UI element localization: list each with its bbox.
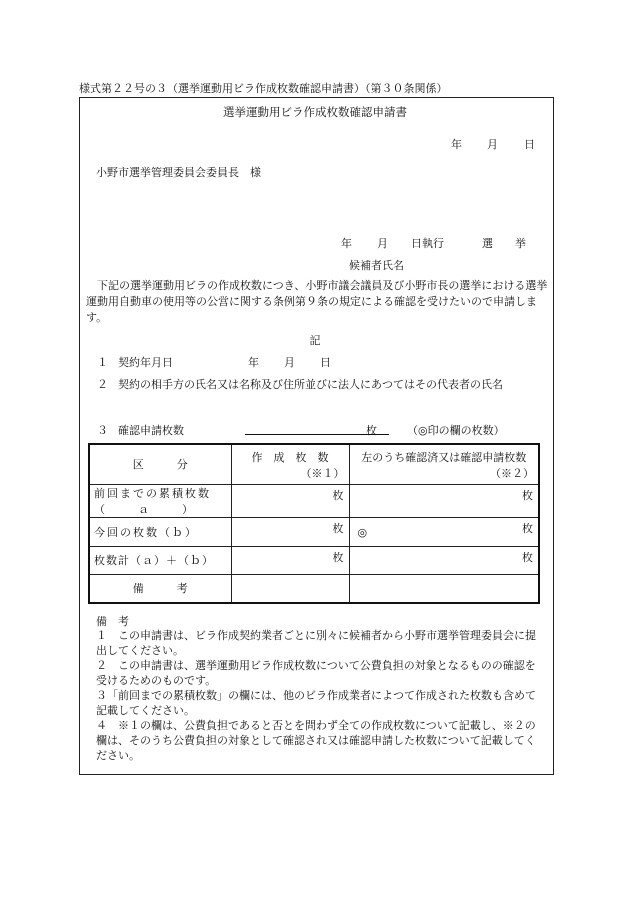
date-day: 日 [524,138,535,151]
row-label: 今回の枚数（ｂ） [94,525,198,539]
made-count-cell[interactable] [231,484,349,517]
confirmed-count-cell[interactable] [349,517,539,546]
election-year: 年 [341,237,352,250]
date-month: 月 [487,138,498,151]
form-title: 選挙運動用ビラ作成枚数確認申請書 [223,105,407,119]
row-label-cell [89,517,231,546]
row-label-cell [89,546,231,574]
body-paragraph: 下記の選挙運動用ビラの作成枚数につき、小野市議会議員及び小野市長の選挙における選挙運動用自動車の使用等の公営に関する条例第９条の規定による確認を受けたいので申請します。 [86,279,548,324]
item1-label: 契約年月日 [118,356,173,369]
ki-heading: 記 [309,334,321,347]
made-count-cell[interactable] [231,517,349,546]
addressee: 小野市選挙管理委員会委員長 様 [96,166,261,179]
confirmed-count-cell[interactable] [349,484,539,517]
election-month: 月 [377,237,388,250]
item1-number: １ [97,356,108,369]
double-circle-mark-icon: ◎ [357,525,368,539]
date-year: 年 [451,138,462,151]
item1-year: 年 [248,356,259,369]
remarks-heading: 備 考 [96,615,129,628]
item2-label: 契約の相手方の氏名又は名称及び住所並びに法人にあつてはその代表者の氏名 [118,378,503,391]
row-label: 備 考 [132,582,188,596]
election-executed: 日執行 [411,237,444,250]
remarks-list [96,628,544,763]
remarks-cell[interactable] [231,574,349,603]
table-row [89,574,539,603]
count-table [88,443,540,604]
row-sublabel: （ ａ ） [94,502,193,516]
unit-label: 枚 [522,521,533,535]
row-label: 枚数計（ａ）＋（ｂ） [94,554,214,567]
remarks-cell[interactable] [349,574,539,603]
table-row [89,484,539,517]
header-category [89,444,231,484]
table-row [89,546,539,574]
remark-item: ４ ※１の欄は、公費負担であると否とを問わず全ての作成枚数について記載し、※２の欄は、そのうち公費負担の対象として確認され又は確認申請した枚数について記載してください。 [96,719,536,762]
made-count-cell[interactable] [231,546,349,574]
header-confirmed-label: 左のうち確認済又は確認申請枚数 [361,451,527,464]
remark-item: ３「前回までの累積枚数」の欄には、他のビラ作成業者によつて作成された枚数も含めて記載してください。 [96,689,536,717]
table-row [89,517,539,546]
unit-label: 枚 [332,550,344,564]
row-label-cell [89,574,231,603]
item1-day: 日 [320,356,331,369]
item3-label: 確認申請枚数 [118,424,184,437]
row-label: 前回までの累積枚数 [94,486,211,500]
form-header: 様式第２２号の３（選挙運動用ビラ作成枚数確認申請書）（第３０条関係） [79,82,448,95]
remark-item: １ この申請書は、ビラ作成契約業者ごとに別々に候補者から小野市選挙管理委員会に提出してください。 [96,629,536,657]
item1-month: 月 [284,356,295,369]
unit-label: 枚 [332,488,344,502]
header-made-count-note: （※１） [300,467,345,480]
table-header-row [89,444,539,484]
header-confirmed-note: （※２） [490,467,534,480]
body-paragraph-block [86,278,548,326]
header-confirmed [349,444,539,484]
item3-note: （◎印の欄の枚数） [407,424,505,437]
row-label-cell [89,484,231,517]
item3-number: ３ [97,424,108,437]
election-label: 選 挙 [482,237,526,250]
candidate-name-label: 候補者氏名 [349,259,404,272]
unit-label: 枚 [522,550,533,564]
item2-number: ２ [97,378,108,391]
header-category-label: 区 分 [132,458,188,472]
confirmed-count-cell[interactable] [349,546,539,574]
header-made-count [231,444,349,484]
unit-label: 枚 [332,521,344,535]
item3-unit: 枚 [366,424,377,437]
unit-label: 枚 [522,488,533,502]
header-made-count-label: 作 成 枚 数 [251,451,329,464]
remark-item: ２ この申請書は、選挙運動用ビラ作成枚数について公費負担の対象となるものの確認を受けるためのものです。 [96,659,536,687]
